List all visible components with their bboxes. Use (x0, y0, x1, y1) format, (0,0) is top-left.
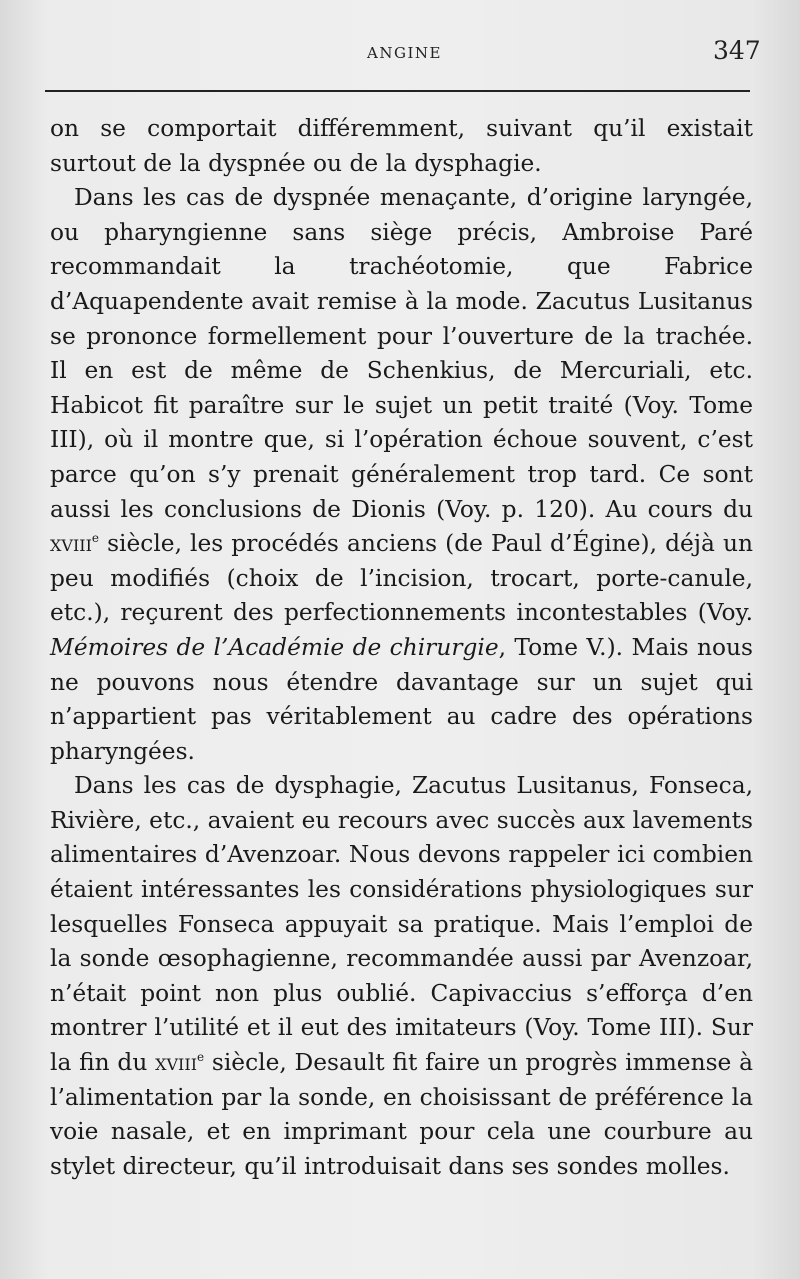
century-superscript: e (91, 531, 100, 546)
paragraph-2 (50, 181, 753, 769)
paragraph-1: on se comportait différemment, suivant qu’il existait surtout de la dyspnée ou de la dysphagie. (50, 115, 753, 177)
paragraph-3-text-2: siècle, Desault fit faire un progrès immense à l’alimentation par la sonde, en choisissant de préférence la voie nasale, et en imprimant pour cela une courbure au stylet directeur, qu’il introduisait dans ses sondes molles. (50, 1049, 753, 1180)
paragraph-2-text-2: siècle, les procédés anciens (de Paul d’Égine), déjà un peu modifiés (choix de l’incision, trocart, porte-canule, etc.), reçurent des perfectionnements incontestables (Voy. (50, 530, 753, 627)
century-superscript: e (197, 1050, 205, 1065)
paragraph-2-text-1: Dans les cas de dyspnée menaçante, d’origine laryngée, ou pharyngienne sans siège précis, Ambroise Paré recommandait la trachéotomie, que Fabrice d’Aquapendente avait remise à la mode. Zacutus Lusitanus se prononce formellement pour l’ouverture de la trachée. Il en est de même de Schenkius, de Mercuriali, etc. Habicot fit paraître sur le sujet un petit traité (Voy. Tome III), où il montre que, si l’opération échoue souvent, c’est parce qu’on s’y prenait généralement trop tard. Ce sont aussi les conclusions de Dionis (Voy. p. 120). Au cours du (50, 184, 753, 523)
running-title: ANGINE (367, 44, 442, 62)
header-rule (45, 90, 750, 92)
body-text (50, 112, 753, 1184)
italic-title: Mémoires de l’Académie de chirurgie (50, 633, 499, 661)
page-number: 347 (713, 36, 761, 65)
century-numeral: xviii (155, 1049, 198, 1077)
paragraph-3-text-1: Dans les cas de dysphagie, Zacutus Lusitanus, Fonseca, Rivière, etc., avaient eu recours avec succès aux lavements alimentaires d’Avenzoar. Nous devons rappeler ici combien étaient intéressantes les considérations physiologiques sur lesquelles Fonseca appuyait sa pratique. Mais l’emploi de la sonde œsophagienne, recommandée aussi par Avenzoar, n’était point non plus oublié. Capivaccius s’efforça d’en montrer l’utilité et il eut des imitateurs (Voy. Tome III). Sur la fin du (50, 772, 753, 1077)
running-head (0, 36, 800, 76)
paragraph-3 (50, 769, 753, 1184)
century-numeral: xviii (50, 530, 92, 558)
paragraph-2-text-3: , Tome V.). Mais nous ne pouvons nous étendre davantage sur un sujet qui n’appartient pas véritablement au cadre des opérations pharyngées. (50, 633, 753, 765)
